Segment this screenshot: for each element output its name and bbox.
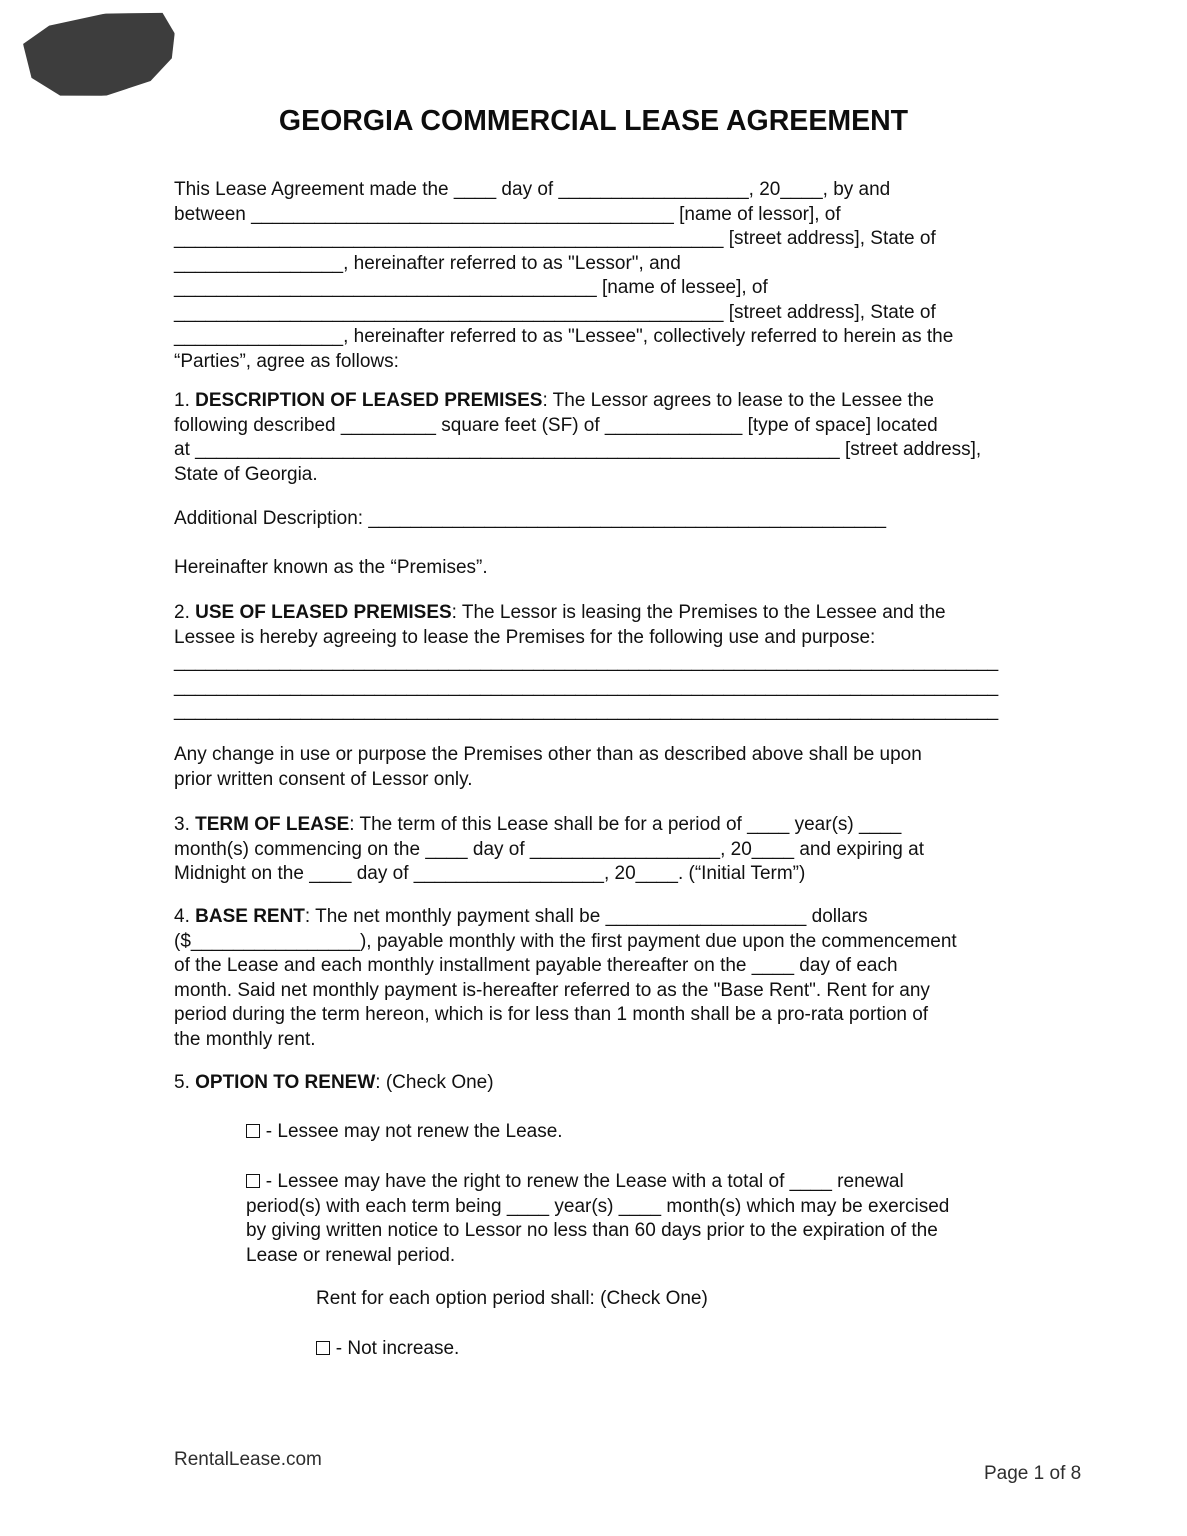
document-text-line [174, 556, 488, 581]
text-segment: - Lessee may not renew the Lease. [260, 1121, 563, 1142]
text-segment: : (Check One) [375, 1072, 494, 1093]
document-text-line [174, 325, 953, 350]
text-segment: ________________, hereinafter referred to as "Lessor", and [174, 252, 681, 274]
document-text-line [174, 301, 953, 326]
text-segment: period(s) with each term being ____ year(s) ____ month(s) which may be exercised [246, 1195, 950, 1217]
section-1-description-of-leased-premises [174, 389, 981, 487]
text-segment: ______________________________________________________________________________ [174, 675, 999, 697]
section-4-base-rent [174, 905, 957, 1052]
document-text-line [174, 507, 886, 532]
option-no-renew [246, 1120, 563, 1145]
document-text-line [174, 930, 957, 955]
document-text-line [246, 1244, 949, 1269]
document-text-line [174, 276, 953, 301]
text-segment: ____________________________________________________ [street address], State of [174, 228, 936, 249]
document-text-line [174, 414, 981, 439]
section-heading-text: DESCRIPTION OF LEASED PREMISES [195, 390, 543, 411]
text-segment: This Lease Agreement made the ____ day of __________________, 20____, by and [174, 179, 891, 200]
option-may-renew [246, 1170, 949, 1268]
text-segment: of the Lease and each monthly installment payable thereafter on the ____ day of each [174, 955, 898, 976]
footer-site-text: RentalLease.com [174, 1449, 322, 1470]
document-text-line [246, 1219, 949, 1244]
section-2-use-of-leased-premises [174, 601, 998, 724]
document-title: GEORGIA COMMERCIAL LEASE AGREEMENT [278, 105, 909, 137]
document-text-line [246, 1170, 949, 1195]
text-segment: - Not increase. [330, 1338, 460, 1359]
text-segment: 2. [174, 602, 196, 623]
text-segment: “Parties”, agree as follows: [174, 350, 399, 372]
text-segment: Rent for each option period shall: (Check One) [316, 1288, 708, 1309]
document-text-line [174, 675, 998, 700]
text-segment: 3. [174, 814, 196, 835]
document-text-line [174, 979, 957, 1004]
document-text-line [174, 813, 924, 838]
checkbox-icon [316, 1341, 330, 1356]
document-text-line [174, 768, 922, 793]
document-text-line [174, 650, 998, 675]
scan-artifact-top-left [21, 9, 178, 101]
section-3-term-of-lease [174, 813, 924, 887]
document-text-line [174, 389, 981, 414]
text-segment: ____________________________________________________ [street address], State of [174, 301, 936, 323]
section-heading-text: OPTION TO RENEW [195, 1072, 376, 1093]
document-text-line [174, 954, 957, 979]
document-text-line [174, 699, 998, 724]
text-segment: Lessee is hereby agreeing to lease the Premises for the following use and purpose: [174, 626, 876, 648]
checkbox-icon [246, 1174, 260, 1189]
use-change-paragraph [174, 743, 922, 792]
document-text-line [174, 178, 953, 203]
section-heading-text: TERM OF LEASE [195, 814, 350, 835]
text-segment: : The net monthly payment shall be ___________________ dollars [304, 906, 868, 927]
text-segment: : The Lessor is leasing the Premises to the Lessee and the [451, 602, 946, 623]
text-segment: prior written consent of Lessor only. [174, 768, 473, 790]
document-text-line [174, 1003, 957, 1028]
document-text-line [174, 743, 922, 768]
text-segment: : The Lessor agrees to lease to the Lessee the [542, 390, 934, 411]
text-segment: ($________________), payable monthly with the first payment due upon the commencement [174, 930, 957, 952]
text-segment: 1. [174, 390, 196, 411]
text-segment: ________________, hereinafter referred to as "Lessee", collectively referred to herein as the [174, 326, 954, 347]
text-segment: the monthly rent. [174, 1028, 316, 1050]
section-5-option-to-renew-heading [174, 1071, 494, 1096]
text-segment: : The term of this Lease shall be for a period of ____ year(s) ____ [349, 814, 902, 835]
document-text-line [174, 252, 953, 277]
document-text-line [316, 1337, 459, 1362]
text-segment: Any change in use or purpose the Premises other than as described above shall be upon [174, 744, 922, 765]
checkbox-icon [246, 1124, 260, 1139]
document-text-line [174, 1028, 957, 1053]
additional-description-line [174, 507, 886, 532]
text-segment: ________________________________________ [name of lessee], of [174, 277, 768, 298]
section-heading-text: USE OF LEASED PREMISES [195, 602, 452, 623]
document-text-line [174, 227, 953, 252]
text-segment: following described _________ square feet (SF) of _____________ [type of space] located [174, 414, 938, 436]
section-heading-text: BASE RENT [195, 906, 305, 927]
text-segment: Lease or renewal period. [246, 1244, 456, 1266]
text-segment: ______________________________________________________________________________ [174, 700, 999, 721]
text-segment: 5. [174, 1072, 196, 1093]
option-period-rent-subheading [316, 1287, 708, 1312]
text-segment: Additional Description: _________________________________________________ [174, 508, 887, 529]
text-segment: between ________________________________________ [name of lessor], of [174, 203, 841, 225]
document-text-line [246, 1195, 949, 1220]
text-segment: by giving written notice to Lessor no less than 60 days prior to the expiration of the [246, 1220, 938, 1241]
text-segment: Midnight on the ____ day of __________________, 20____. (“Initial Term”) [174, 863, 806, 884]
document-text-line [174, 350, 953, 375]
text-segment: period during the term hereon, which is for less than 1 month shall be a pro-rata portion of [174, 1004, 929, 1025]
footer-page-number: Page 1 of 8 [984, 1463, 1082, 1484]
option-rent-not-increase [316, 1337, 459, 1362]
text-segment: month(s) commencing on the ____ day of __________________, 20____ and expiring at [174, 838, 924, 860]
document-text-line [246, 1120, 563, 1145]
text-segment: State of Georgia. [174, 463, 318, 485]
document-text-line [174, 601, 998, 626]
text-segment: ______________________________________________________________________________ [174, 651, 999, 672]
text-segment: Hereinafter known as the “Premises”. [174, 557, 488, 578]
document-text-line [316, 1287, 708, 1312]
document-text-line [174, 438, 981, 463]
text-segment: - Lessee may have the right to renew the Lease with a total of ____ renewal [260, 1171, 904, 1192]
document-text-line [174, 1071, 494, 1096]
document-text-line [174, 463, 981, 488]
document-text-line [174, 862, 924, 887]
text-segment: at _____________________________________________________________ [street address], [174, 439, 982, 460]
text-segment: 4. [174, 906, 196, 927]
document-text-line [174, 905, 957, 930]
intro-paragraph [174, 178, 953, 374]
premises-known-as-line [174, 556, 488, 581]
document-text-line [174, 626, 998, 651]
text-segment: month. Said net monthly payment is-hereafter referred to as the "Base Rent". Rent for any [174, 979, 930, 1001]
document-text-line [174, 203, 953, 228]
document-text-line [174, 838, 924, 863]
